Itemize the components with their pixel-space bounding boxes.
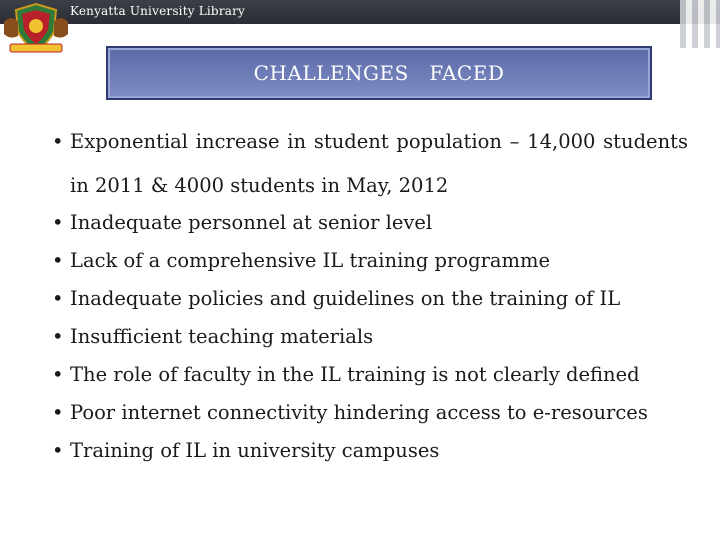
bullet-item: • Exponential increase in student population – 14,000 students in 2011 & 4000 students in May, 2012 [52,120,688,208]
bullet-item: • Insufficient teaching materials [52,325,688,349]
slide-title-box [106,46,652,100]
bullet-item: • Poor internet connectivity hindering access to e-resources [52,401,688,425]
university-crest-icon [0,0,72,56]
slide-title: CHALLENGES FACED [253,61,505,85]
bullet-item: • The role of faculty in the IL training is not clearly defined [52,363,688,387]
header-stripes [680,0,720,48]
bullet-item: • Inadequate policies and guidelines on the training of IL [52,287,688,311]
bullet-item: • Lack of a comprehensive IL training programme [52,249,688,273]
bullet-item: • Training of IL in university campuses [52,439,688,463]
bullet-item: • Inadequate personnel at senior level [52,211,688,235]
header-title: Kenyatta University Library [70,4,246,18]
bullet-list [52,130,688,477]
